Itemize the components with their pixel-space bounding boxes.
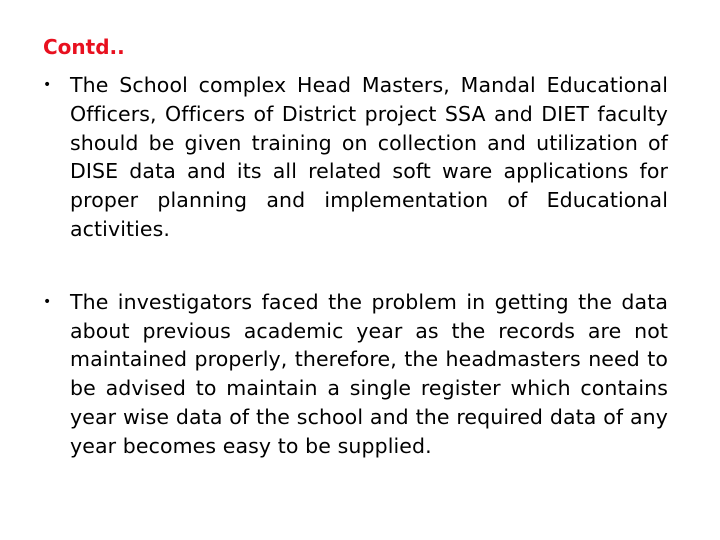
slide-title: Contd.. xyxy=(43,35,125,59)
bullet-text-records: The investigators faced the problem in getting the data about previous academic year as the records are not maintained properly, therefore, the headmasters need to be advised to maintain a single register which contains year wise data of the school and the required data of any year becomes easy to be supplied. xyxy=(70,289,668,458)
bullet-dot-icon: • xyxy=(43,293,52,310)
bullet-text-training: The School complex Head Masters, Mandal Educational Officers, Officers of District project SSA and DIET faculty should be given training on collection and utilization of DISE data and its all related soft ware applications for proper planning and implementation of Educational activities. xyxy=(70,73,668,241)
bullet-item-records xyxy=(43,288,668,461)
bullet-list xyxy=(43,71,668,461)
bullet-dot-icon: • xyxy=(43,77,52,93)
bullet-item-training xyxy=(43,71,668,244)
